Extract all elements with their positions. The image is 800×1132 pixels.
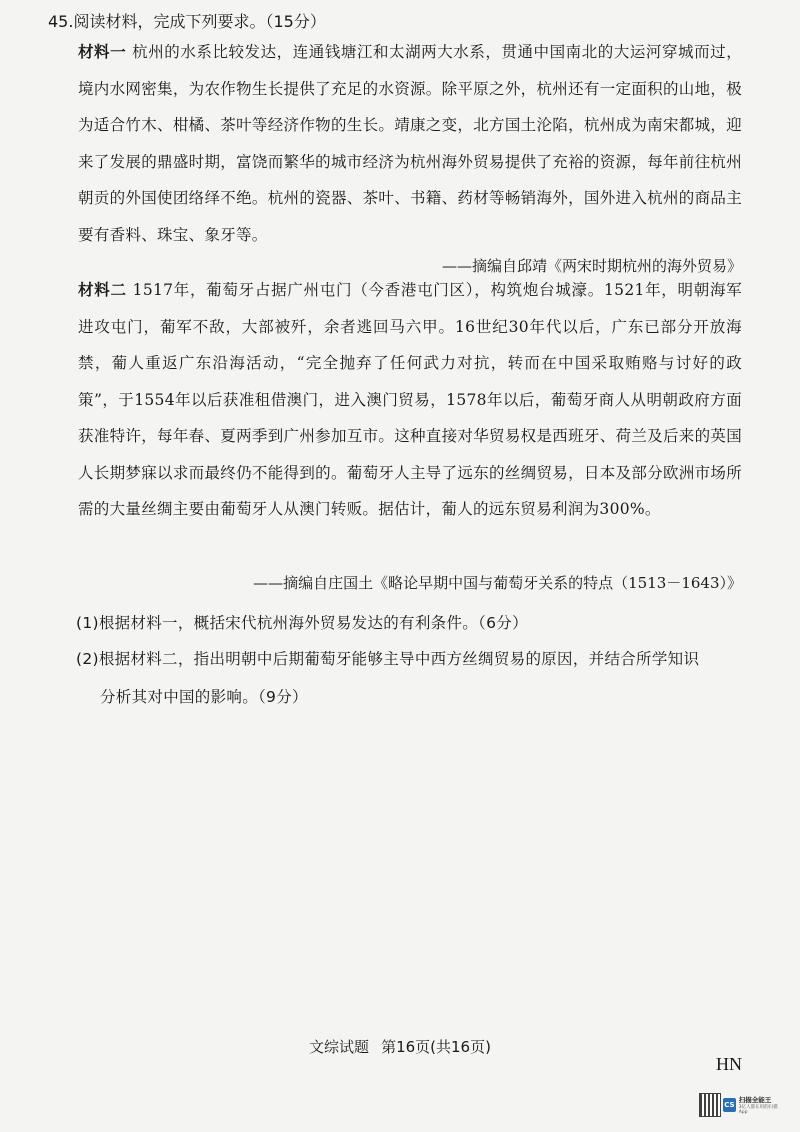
material-one-text: 杭州的水系比较发达，连通钱塘江和太湖两大水系，贯通中国南北的大运河穿城而过，境内水网密集，为农作物生长提供了充足的水资源。除平原之外，杭州还有一定面积的山地，极为适合竹木、柑橘、茶叶等经济作物的生长。靖康之变，北方国土沦陷，杭州成为南宋都城，迎来了发展的鼎盛时期，富饶而繁华的城市经济为杭州海外贸易提供了充裕的资源，每年前往杭州朝贡的外国使团络绎不绝。杭州的瓷器、茶叶、书籍、药材等畅销海外，国外进入杭州的商品主要有香料、珠宝、象牙等。	[78, 43, 742, 244]
material-one-source: ——摘编自邱靖《两宋时期杭州的海外贸易》	[441, 257, 742, 275]
scanner-badge-text	[739, 1095, 782, 1115]
sub-question-2	[76, 640, 756, 716]
question-number: 45.	[48, 12, 74, 31]
qr-code-icon	[700, 1094, 720, 1116]
cs-logo-icon: CS	[723, 1098, 736, 1112]
question-header	[48, 10, 326, 34]
footer-page-number: 第16页(共16页)	[381, 1038, 491, 1056]
sub-question-1: (1)根据材料一，概括宋代杭州海外贸易发达的有利条件。（6分）	[76, 614, 528, 632]
material-one	[78, 34, 742, 253]
sub-question-2-line1: (2)根据材料二，指出明朝中后期葡萄牙能够主导中西方丝绸贸易的原因，并结合所学知识	[76, 650, 700, 668]
scanner-badge-title: 扫描全能王	[738, 1096, 772, 1104]
sub-question-2-line2: 分析其对中国的影响。（9分）	[100, 688, 308, 706]
material-two-label: 材料二	[78, 281, 127, 299]
corner-code: HN	[716, 1054, 742, 1074]
question-title: 阅读材料，完成下列要求。（15分）	[73, 12, 326, 31]
page-footer	[0, 1036, 800, 1057]
material-two-source: ——摘编自庄国土《略论早期中国与葡萄牙关系的特点（1513－1643）》	[253, 574, 742, 592]
scanner-badge-subtitle: 3亿人都在用的扫描App	[738, 1105, 778, 1115]
material-two-text: 1517年，葡萄牙占据广州屯门（今香港屯门区），构筑炮台城濠。1521年，明朝海军进攻屯门，葡军不敌，大部被歼，余者逃回马六甲。16世纪30年代以后，广东已部分开放海禁，葡人重返广东沿海活动，“完全抛弃了任何武力对抗，转而在中国采取贿赂与讨好的政策”，于1554年以后获准租借澳门，进入澳门贸易，1578年以后，葡萄牙商人从明朝政府方面获准特许，每年春、夏两季到广州参加互市。这种直接对华贸易权是西班牙、荷兰及后来的英国人长期梦寐以求而最终仍不能得到的。葡萄牙人主导了远东的丝绸贸易，日本及部分欧洲市场所需的大量丝绸主要由葡萄牙人从澳门转贩。据估计，葡人的远东贸易利润为300%。	[78, 281, 742, 518]
scanner-watermark	[700, 1090, 782, 1120]
footer-subject: 文综试题	[309, 1038, 370, 1056]
material-one-label: 材料一	[78, 43, 127, 61]
material-two	[78, 272, 742, 528]
